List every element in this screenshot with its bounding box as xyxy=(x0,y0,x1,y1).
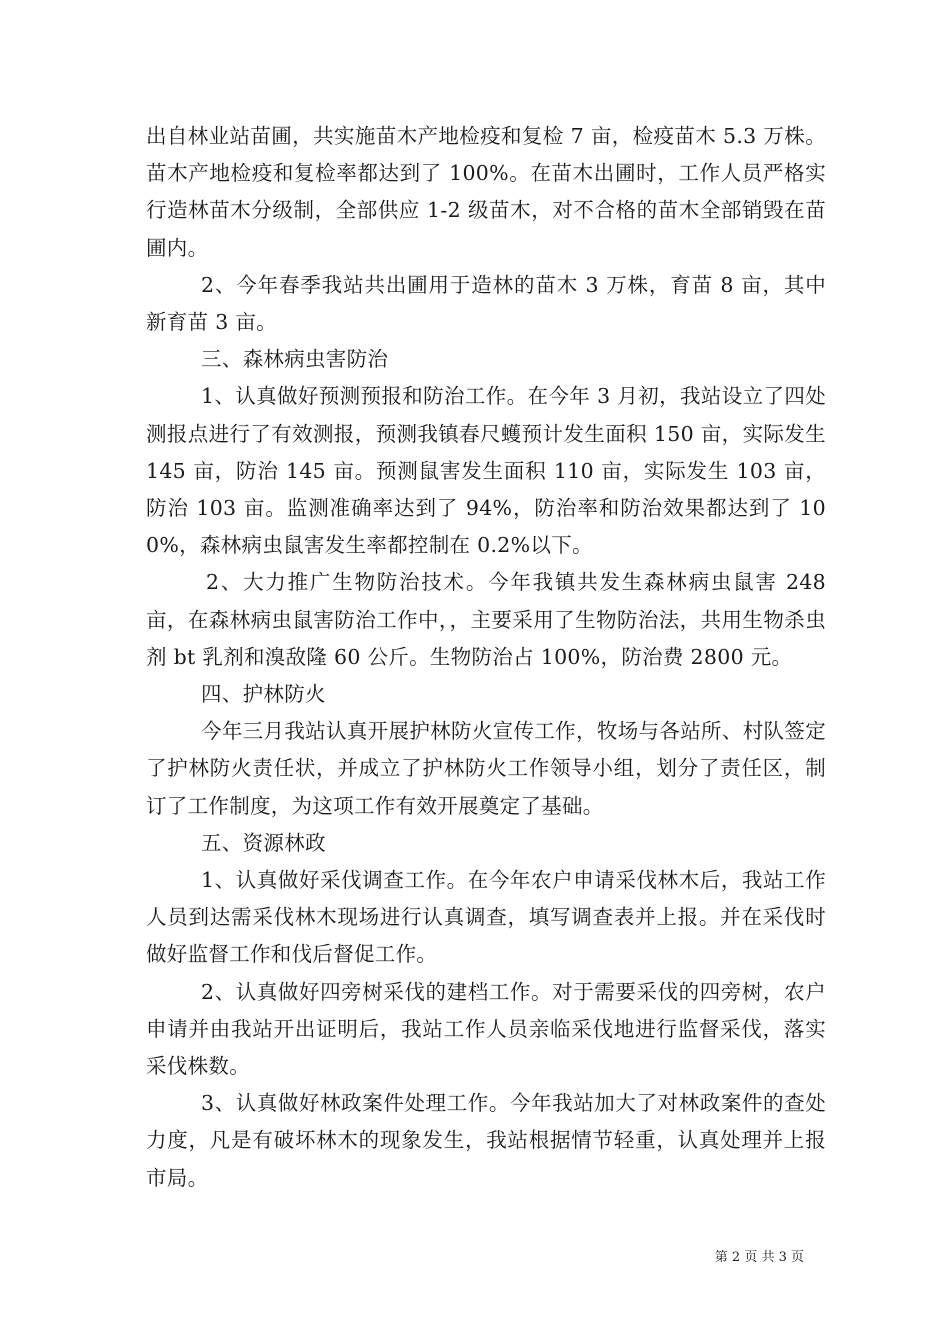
paragraph-forestry-cases: 3、认真做好林政案件处理工作。今年我站加大了对林政案件的查处力度，凡是有破坏林木的现象发生，我站根据情节轻重，认真处理并上报市局。 xyxy=(146,1091,826,1190)
page-number-footer: 第 2 页 共 3 页 xyxy=(714,1250,804,1265)
document-body xyxy=(146,118,826,1197)
paragraph-biological-control: 2、大力推广生物防治技术。今年我镇共发生森林病虫鼠害 248 亩，在森林病虫鼠害防治工作中，，主要采用了生物防治法，共用生物杀虫剂 bt 乳剂和溴敌隆 60 公斤。生物防治占 100%，防治费 2800 元。 xyxy=(146,570,826,669)
section-heading-pest-control: 三、森林病虫害防治 xyxy=(201,347,389,372)
paragraph-logging-survey: 1、认真做好采伐调查工作。在今年农户申请采伐林木后，我站工作人员到达需采伐林木现场进行认真调查，填写调查表并上报。并在采伐时做好监督工作和伐后督促工作。 xyxy=(146,868,826,967)
section-heading-forest-resources: 五、资源林政 xyxy=(201,830,326,855)
paragraph-seedling-quarantine: 出自林业站苗圃，共实施苗木产地检疫和复检 7 亩，检疫苗木 5.3 万株。苗木产地检疫和复检率都达到了 100%。在苗木出圃时，工作人员严格实行造林苗木分级制，全部供应 1-2 级苗木，对不合格的苗木全部销毁在苗圃内。 xyxy=(146,124,826,260)
paragraph-fire-prevention: 今年三月我站认真开展护林防火宣传工作，牧场与各站所、村队签定了护林防火责任状，并成立了护林防火工作领导小组，划分了责任区，制订了工作制度，为这项工作有效开展奠定了基础。 xyxy=(146,719,826,818)
paragraph-spring-seedlings: 2、今年春季我站共出圃用于造林的苗木 3 万株，育苗 8 亩，其中新育苗 3 亩。 xyxy=(146,272,826,335)
paragraph-roadside-trees: 2、认真做好四旁树采伐的建档工作。对于需要采伐的四旁树，农户申请并由我站开出证明后，我站工作人员亲临采伐地进行监督采伐，落实采伐株数。 xyxy=(146,979,826,1079)
section-heading-fire-prevention: 四、护林防火 xyxy=(201,682,326,707)
paragraph-forecast-prevention: 1、认真做好预测预报和防治工作。在今年 3 月初，我站设立了四处测报点进行了有效测报，预测我镇春尺蠖预计发生面积 150 亩，实际发生 145 亩，防治 145 亩。预测鼠害发生面积 110 亩，实际发生 103 亩，防治 103 亩。监测准确率达到了 94%，防治率和防治效果都达到了 100%，森林病虫鼠害发生率都控制在 0.2%以下。 xyxy=(146,384,826,558)
